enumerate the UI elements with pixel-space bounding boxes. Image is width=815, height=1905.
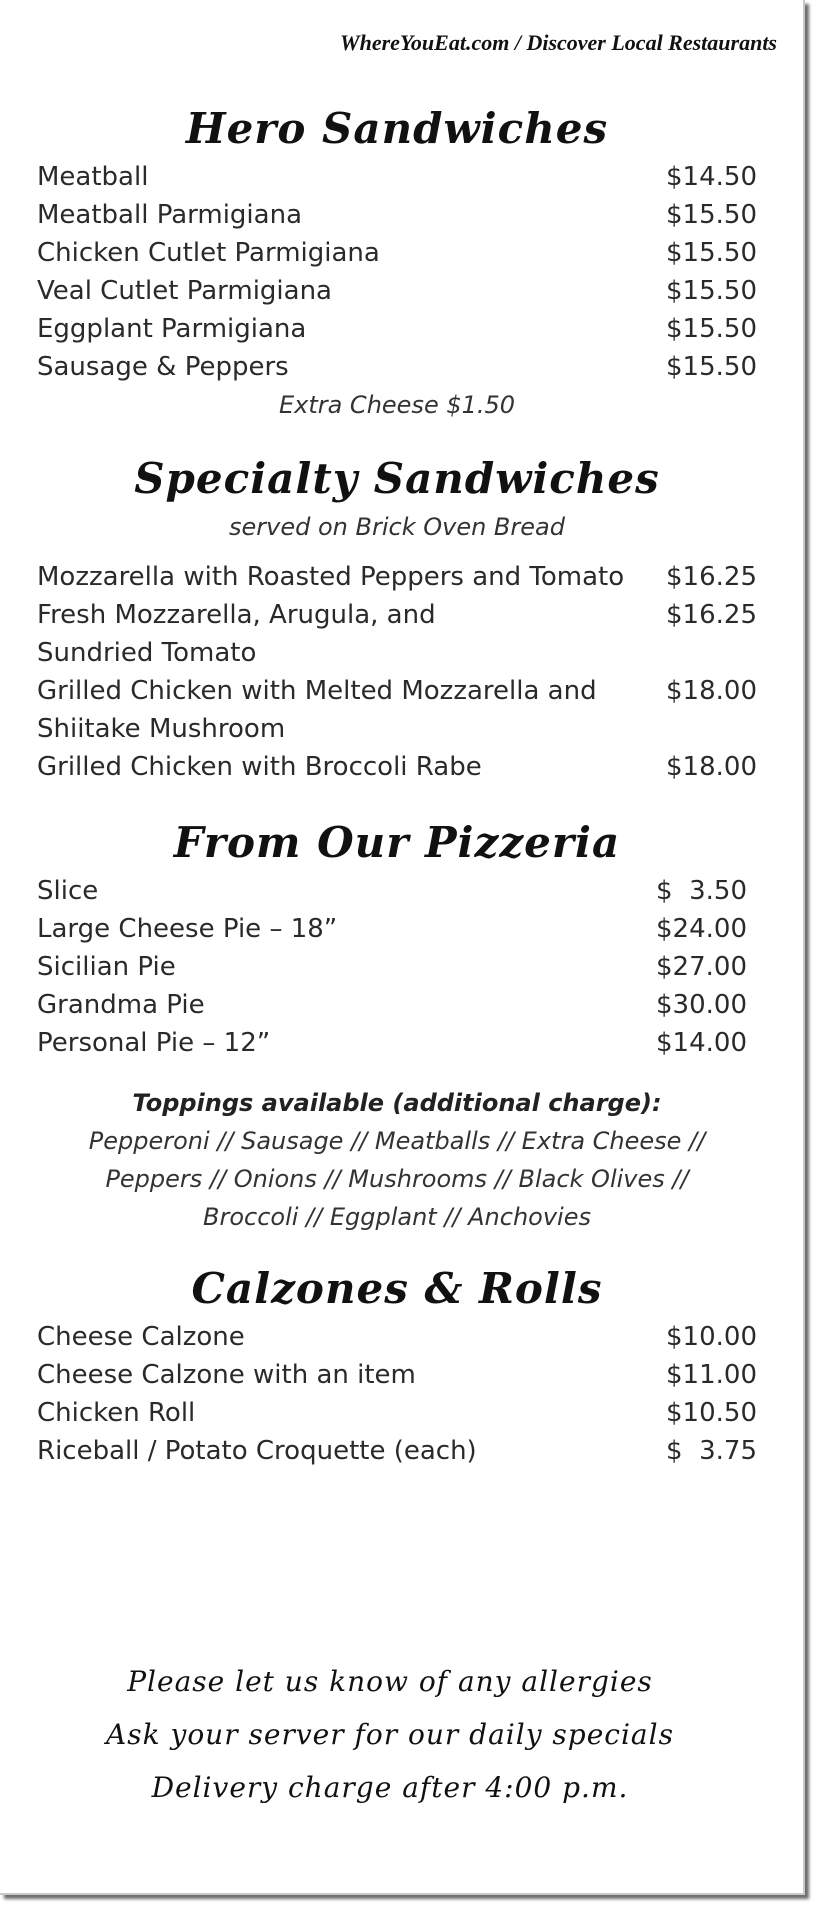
menu-item [37, 1024, 757, 1062]
item-price: $10.00 [666, 1322, 757, 1352]
item-name: Riceball / Potato Croquette (each) [37, 1436, 477, 1466]
item-price: $16.25 [666, 562, 757, 592]
item-name: Cheese Calzone with an item [37, 1360, 416, 1390]
menu-item [37, 158, 757, 196]
menu-item [37, 348, 757, 386]
item-name: Large Cheese Pie – 18” [37, 914, 338, 944]
menu-item [37, 910, 757, 948]
item-price: $15.50 [666, 200, 757, 230]
menu-item [37, 196, 757, 234]
menu-item [37, 1394, 757, 1432]
item-price: $18.00 [666, 752, 757, 782]
item-price: $14.50 [666, 162, 757, 192]
allergy-note: Please let us know of any allergies [127, 1665, 653, 1698]
menu-item [37, 948, 757, 986]
item-name: Chicken Cutlet Parmigiana [37, 238, 380, 268]
item-name: Meatball Parmigiana [37, 200, 303, 230]
item-name: Mozzarella with Roasted Peppers and Tomato [37, 562, 625, 592]
item-price: $27.00 [656, 952, 747, 982]
footer-notes [0, 1655, 780, 1814]
menu-item [37, 310, 757, 348]
item-name: Chicken Roll [37, 1398, 196, 1428]
menu-item [37, 1356, 757, 1394]
menu-item [37, 234, 757, 272]
menu-content [37, 100, 757, 1470]
section-title-hero: Hero Sandwiches [185, 104, 609, 153]
calzones-section [37, 1260, 757, 1470]
item-price: $30.00 [656, 990, 747, 1020]
extra-cheese-note: Extra Cheese $1.50 [278, 391, 516, 419]
item-price: $24.00 [656, 914, 747, 944]
item-price: $15.50 [666, 276, 757, 306]
delivery-note: Delivery charge after 4:00 p.m. [151, 1771, 629, 1804]
menu-item [37, 872, 757, 910]
hero-section [37, 100, 757, 424]
item-name: Grandma Pie [37, 990, 205, 1020]
toppings-block [37, 1084, 757, 1236]
item-price: $14.00 [656, 1028, 747, 1058]
toppings-line: Pepperoni // Sausage // Meatballs // Extra Cheese // [88, 1127, 706, 1155]
menu-item [37, 986, 757, 1024]
menu-item [37, 1432, 757, 1470]
item-price: $15.50 [666, 352, 757, 382]
item-price: $15.50 [666, 238, 757, 268]
section-subtitle: served on Brick Oven Bread [229, 513, 565, 541]
item-price: $16.25 [666, 600, 757, 630]
item-name: Cheese Calzone [37, 1322, 245, 1352]
section-title-pizzeria: From Our Pizzeria [173, 818, 621, 867]
specialty-section [37, 450, 757, 786]
menu-item [37, 672, 757, 748]
item-name: Grilled Chicken with Broccoli Rabe [37, 752, 482, 782]
item-price: $11.00 [666, 1360, 757, 1390]
item-name: Eggplant Parmigiana [37, 314, 307, 344]
toppings-line: Broccoli // Eggplant // Anchovies [202, 1203, 591, 1231]
toppings-line: Peppers // Onions // Mushrooms // Black Olives // [105, 1165, 689, 1193]
item-name: Personal Pie – 12” [37, 1028, 271, 1058]
section-title-calzones: Calzones & Rolls [191, 1264, 603, 1313]
item-name: Meatball [37, 162, 149, 192]
menu-item [37, 748, 757, 786]
item-name: Sausage & Peppers [37, 352, 289, 382]
menu-item [37, 272, 757, 310]
item-name: Veal Cutlet Parmigiana [37, 276, 332, 306]
item-price: $ 3.50 [656, 876, 747, 906]
section-title-specialty: Specialty Sandwiches [134, 454, 660, 503]
item-price: $10.50 [666, 1398, 757, 1428]
item-name: Slice [37, 876, 99, 906]
item-name: Grilled Chicken with Melted Mozzarella and Shiitake Mushroom [37, 676, 597, 744]
menu-item [37, 558, 757, 596]
menu-item [37, 596, 757, 672]
specials-note: Ask your server for our daily specials [106, 1718, 674, 1751]
toppings-heading: Toppings available (additional charge): [132, 1089, 662, 1117]
pizzeria-section [37, 814, 757, 1236]
item-name: Fresh Mozzarella, Arugula, and Sundried Tomato [37, 600, 436, 668]
item-price: $15.50 [666, 314, 757, 344]
menu-item [37, 1318, 757, 1356]
item-name: Sicilian Pie [37, 952, 176, 982]
item-price: $ 3.75 [666, 1436, 757, 1466]
site-watermark: WhereYouEat.com / Discover Local Restaurants [340, 30, 777, 55]
item-price: $18.00 [666, 676, 757, 706]
